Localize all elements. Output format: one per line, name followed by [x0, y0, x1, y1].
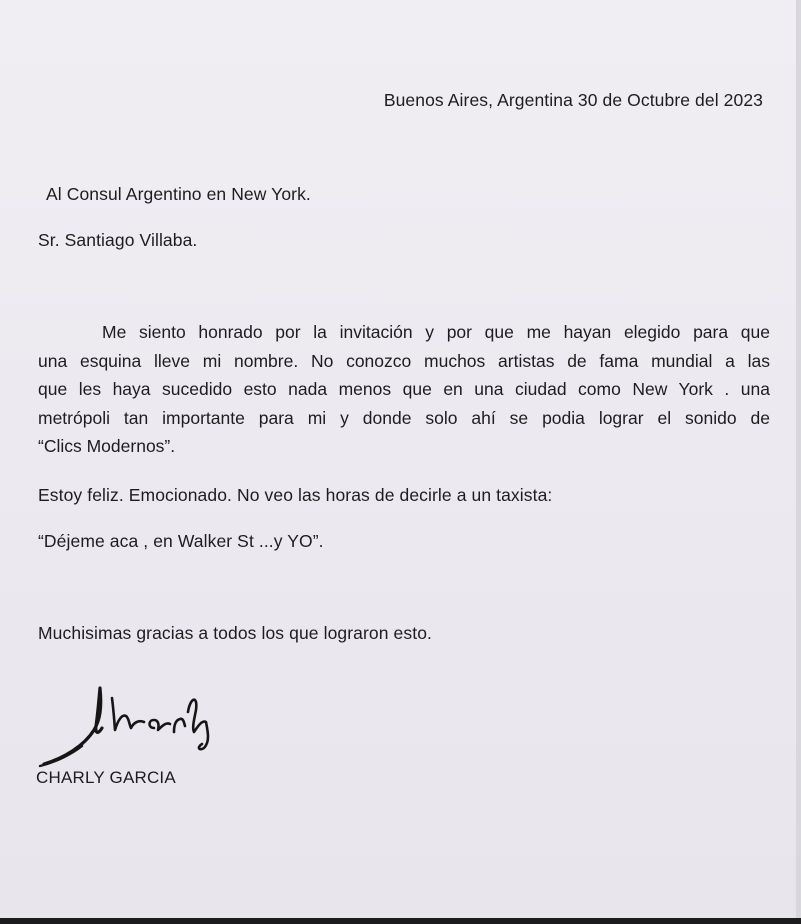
paper-edge-shadow: [796, 0, 801, 924]
letter-thanks: Muchisimas gracias a todos los que lograron esto.: [38, 623, 432, 643]
signature-ly-stroke: [188, 700, 208, 750]
body-line: Me siento honrado por la invitación y por que me hayan elegido para que: [102, 322, 770, 342]
signature-r-stroke: [174, 719, 185, 732]
photo-bottom-border: [0, 918, 801, 924]
body-line: “Clics Modernos”.: [38, 436, 176, 457]
body-line: una esquina lleve mi nombre. No conozco muchos artistas de fama mundial a las: [38, 350, 770, 371]
signer-name: CHARLY GARCIA: [36, 768, 176, 787]
letter-quote: “Déjeme aca , en Walker St ...y YO”.: [38, 531, 324, 551]
body-line: metrópoli tan importante para mi y donde solo ahí se podia lograr el sonido de: [38, 407, 770, 428]
body-line: que les haya sucedido esto nada menos que en una ciudad como New York . una: [38, 379, 770, 400]
letter-salutation: Sr. Santiago Villaba.: [38, 230, 198, 250]
letter-feeling: Estoy feliz. Emocionado. No veo las horas de decirle a un taxista:: [38, 485, 553, 505]
letter-recipient: Al Consul Argentino en New York.: [46, 184, 311, 204]
letter-body-paragraph: [38, 318, 770, 461]
signature-h-stroke: [112, 698, 144, 730]
letter-date: Buenos Aires, Argentina 30 de Octubre del 2023: [383, 90, 763, 110]
signature-a-stroke: [150, 720, 171, 730]
handwritten-signature: [36, 676, 236, 772]
